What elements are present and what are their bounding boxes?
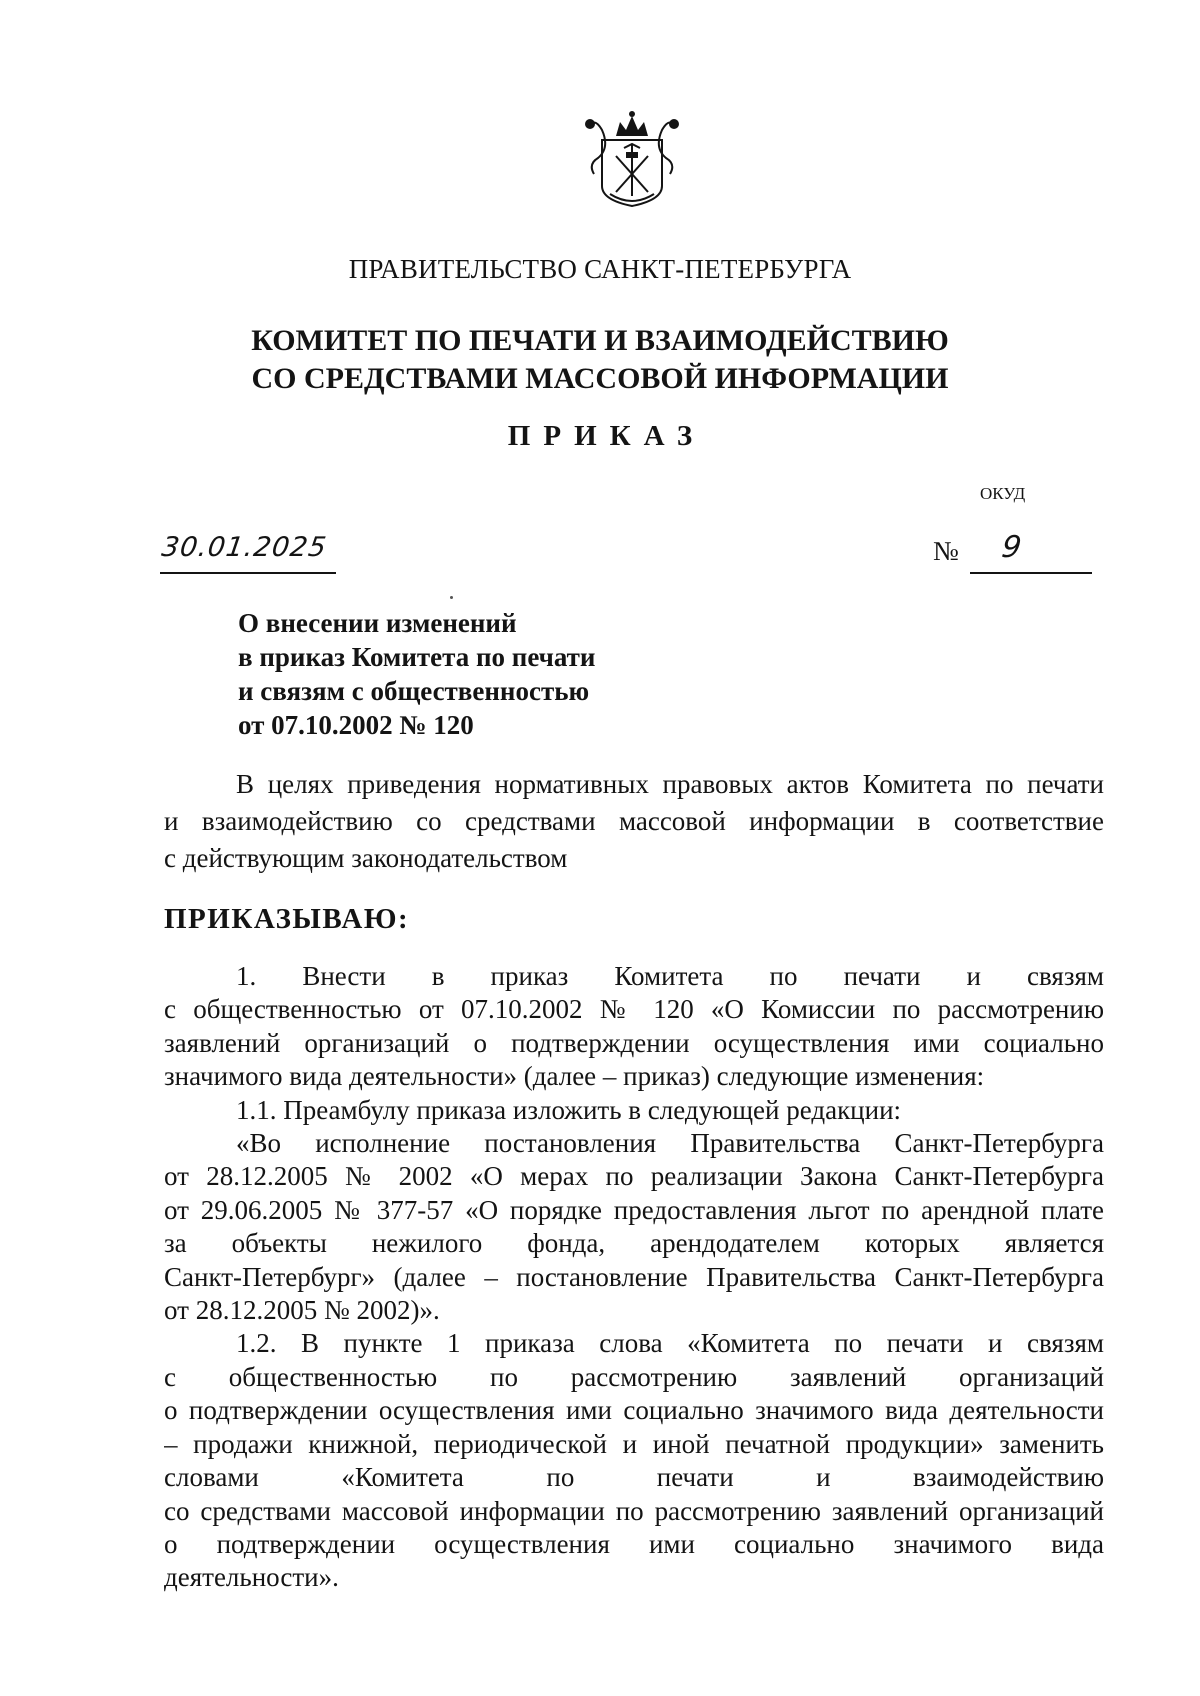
- stray-dot: [450, 596, 453, 599]
- document-subject: [238, 606, 596, 742]
- item-line: о подтверждении осуществления ими социально значимого вида деятельности: [164, 1395, 1104, 1426]
- coat-of-arms-emblem: [580, 108, 684, 210]
- committee-heading: [0, 322, 1200, 398]
- item-line: словами «Комитета по печати и взаимодействию: [164, 1462, 1104, 1493]
- preamble-line: и взаимодействию со средствами массовой информации в соответствие: [164, 806, 1104, 836]
- item-line: значимого вида деятельности» (далее – приказ) следующие изменения:: [164, 1061, 985, 1092]
- item-line: Санкт-Петербург» (далее – постановление Правительства Санкт-Петербурга: [164, 1261, 1104, 1292]
- number-sign: №: [933, 536, 959, 566]
- subject-line: в приказ Комитета по печати: [238, 642, 596, 672]
- item-line: 1. Внести в приказ Комитета по печати и связям: [236, 961, 1104, 991]
- preamble-line: с действующим законодательством: [164, 843, 568, 873]
- item-line: заявлений организаций о подтверждении осуществления ими социально: [164, 1027, 1104, 1058]
- order-items: [164, 960, 1104, 1595]
- item-line: с общественностью по рассмотрению заявлений организаций: [164, 1361, 1104, 1392]
- committee-line-1: КОМИТЕТ ПО ПЕЧАТИ И ВЗАИМОДЕЙСТВИЮ: [251, 324, 949, 357]
- item-line: от 28.12.2005 № 2002)».: [164, 1295, 440, 1326]
- date-field: [159, 532, 336, 574]
- number-field: [970, 530, 1092, 574]
- preamble-line: В целях приведения нормативных правовых актов Комитета по печати: [236, 769, 1104, 799]
- preamble-paragraph: [164, 766, 1104, 877]
- item-line: 1.1. Преамбулу приказа изложить в следующей редакции:: [236, 1094, 902, 1125]
- item-line: со средствами массовой информации по рассмотрению заявлений организаций: [164, 1495, 1104, 1526]
- item-line: о подтверждении осуществления ими социально значимого вида: [164, 1528, 1104, 1559]
- order-word: ПРИКАЗЫВАЮ:: [164, 903, 410, 935]
- item-line: за объекты нежилого фонда, арендодателем которых является: [164, 1228, 1104, 1259]
- item-line: с общественностью от 07.10.2002 № 120 «О Комиссии по рассмотрению: [164, 994, 1104, 1025]
- handwritten-date: 30.01.2025: [159, 532, 329, 563]
- subject-line: и связям с общественностью: [238, 676, 590, 706]
- subject-line: О внесении изменений: [238, 608, 517, 638]
- document-type-title: ПРИКАЗ: [507, 420, 706, 452]
- item-line: от 28.12.2005 № 2002 «О мерах по реализации Закона Санкт-Петербурга: [164, 1161, 1104, 1192]
- subject-line: от 07.10.2002 № 120: [238, 710, 474, 740]
- item-line: 1.2. В пункте 1 приказа слова «Комитета по печати и связям: [236, 1328, 1104, 1359]
- government-heading: ПРАВИТЕЛЬСТВО САНКТ-ПЕТЕРБУРГА: [348, 254, 852, 284]
- item-line: деятельности».: [164, 1562, 339, 1593]
- okud-label: ОКУД: [980, 484, 1026, 503]
- handwritten-number: 9: [999, 530, 1024, 565]
- item-line: – продажи книжной, периодической и иной печатной продукции» заменить: [164, 1428, 1104, 1459]
- committee-line-2: СО СРЕДСТВАМИ МАССОВОЙ ИНФОРМАЦИИ: [251, 362, 949, 395]
- item-line: от 29.06.2005 № 377-57 «О порядке предоставления льгот по арендной плате: [164, 1194, 1104, 1225]
- item-line: «Во исполнение постановления Правительства Санкт-Петербурга: [236, 1128, 1104, 1159]
